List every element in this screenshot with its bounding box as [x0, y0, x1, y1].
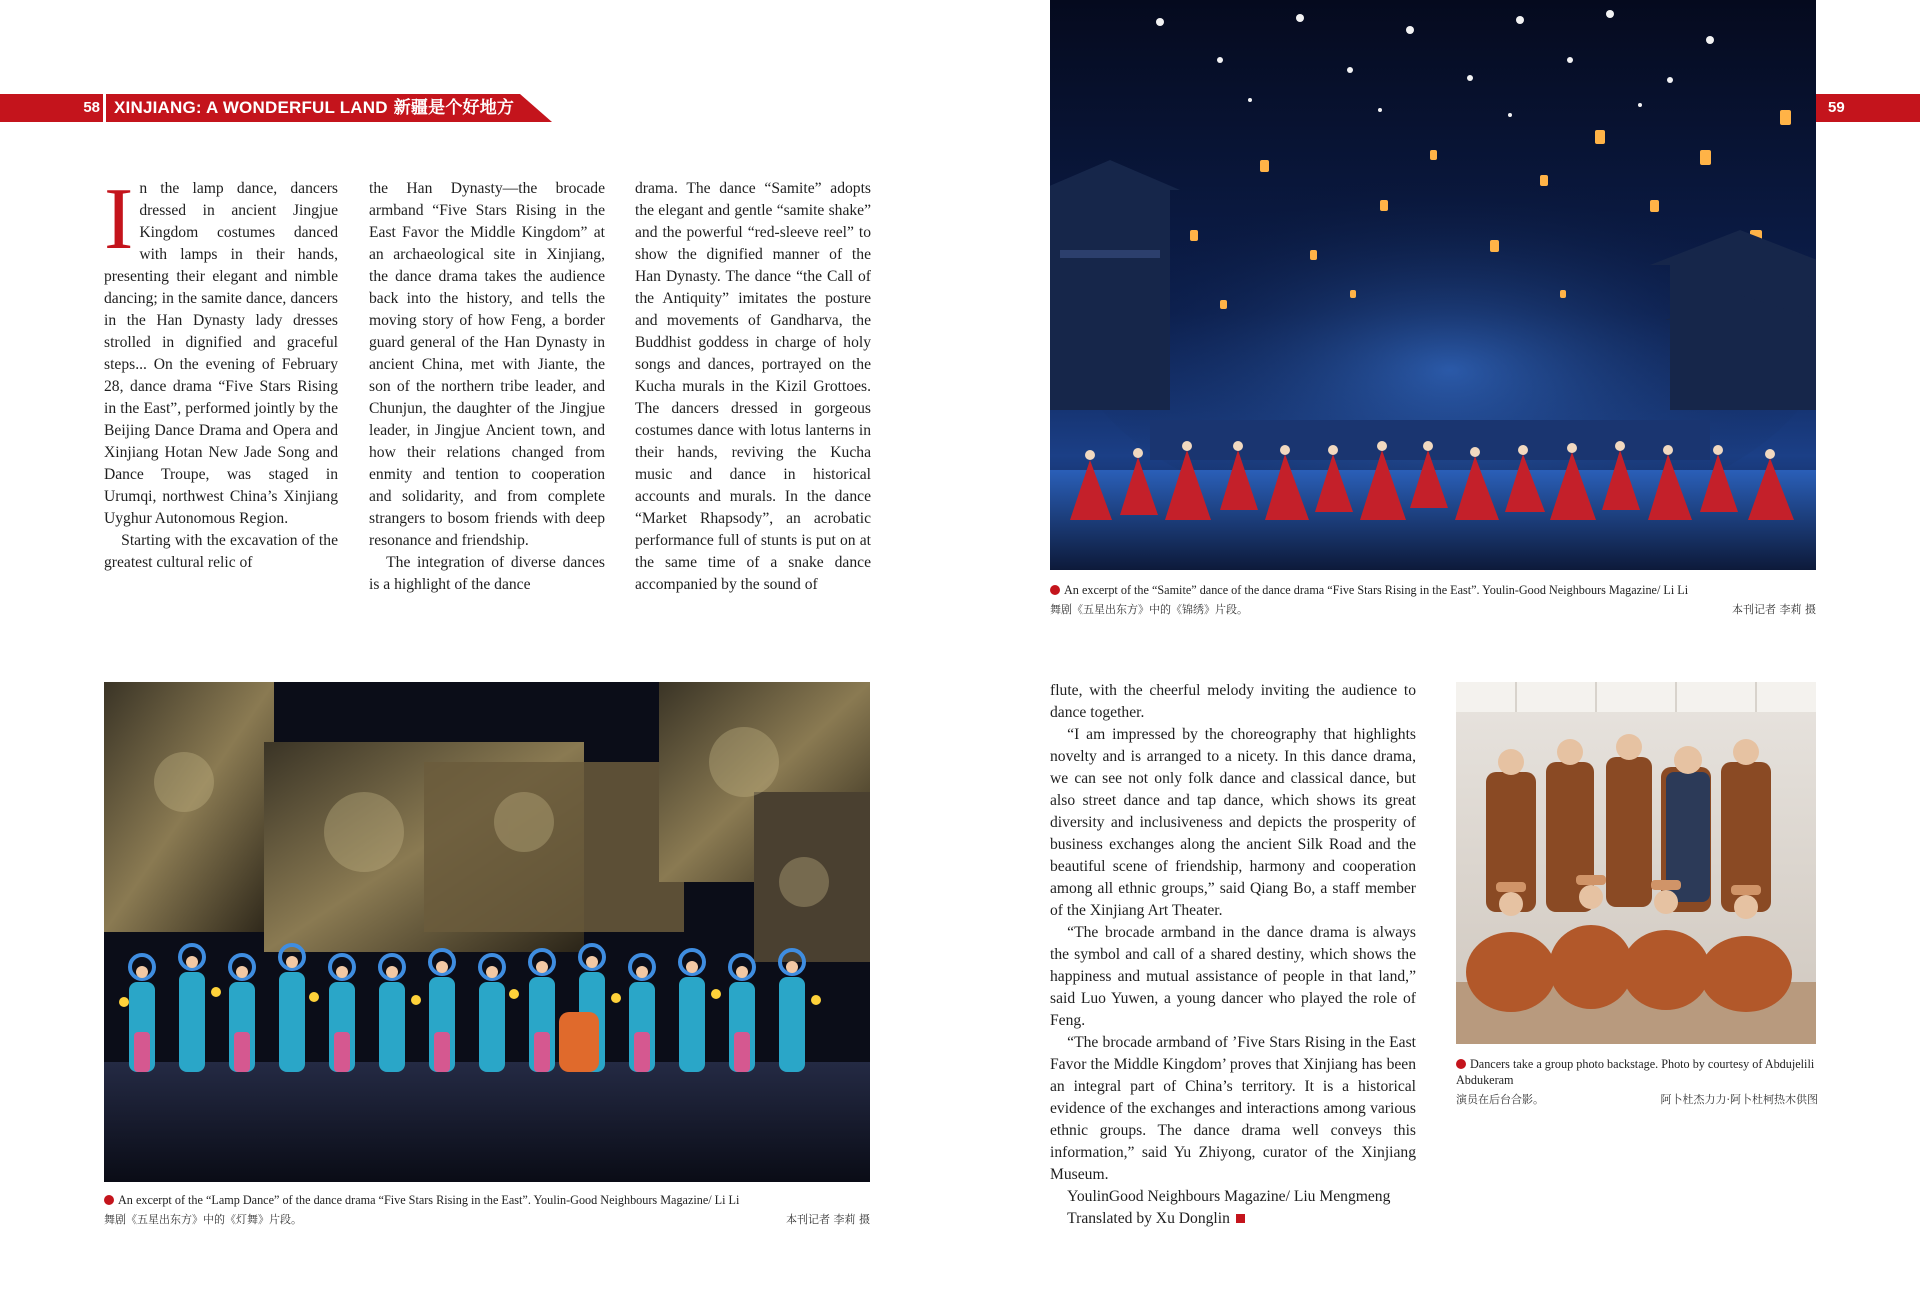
end-mark	[1236, 1214, 1245, 1223]
section-title-cn: 新疆是个好地方	[393, 98, 515, 118]
section-title	[114, 94, 514, 122]
section-title-en: XINJIANG: A WONDERFUL LAND	[114, 98, 388, 117]
caption-marker-icon	[104, 1195, 114, 1205]
caption-cn-text: 舞剧《五星出东方》中的《锦绣》片段。	[1050, 603, 1248, 616]
photo-lamp-dance	[104, 682, 870, 1182]
paragraph: “The brocade armband in the dance drama is always the symbol and call of a shared destiny, which shows the happiness and mutual assistance of people in that land,” said Luo Yuwen, a young dancer who played the role of Feng.	[1050, 924, 1416, 1029]
caption-cn-text: 演员在后台合影。	[1456, 1093, 1544, 1106]
paragraph: Starting with the excavation of the greatest cultural relic of	[104, 532, 338, 571]
photo-backstage-group	[1456, 682, 1816, 1044]
article-column-2	[369, 178, 605, 618]
photo-credit-cn: 本刊记者 李莉 摄	[786, 1213, 870, 1226]
paragraph: n the lamp dance, dancers dressed in ancient Jingjue Kingdom costumes danced with lamps in their hands, presenting their elegant and nimble dancing; in the samite dance, dancers in the Han Dynasty lady dresses strolled in dignified and graceful steps... On the evening of February 28, dance drama “Five Stars Rising in the East”, performed jointly by the Beijing Dance Drama and Opera and Xinjiang Hotan New Jade Song and Dance Troupe, was staged in Urumqi, northwest China’s Xinjiang Uyghur Autonomous Region.	[104, 180, 338, 527]
photo-samite-dance	[1050, 0, 1816, 570]
caption-samite-cn	[1050, 602, 1816, 618]
page-number-right: 59	[1816, 94, 1920, 122]
caption-marker-icon	[1456, 1059, 1466, 1069]
credit-translator: Translated by Xu Donglin	[1050, 1208, 1416, 1230]
paragraph: flute, with the cheerful melody inviting the audience to dance together.	[1050, 682, 1416, 721]
article-column-3	[635, 178, 871, 618]
page-number-left: 58	[83, 99, 100, 116]
caption-samite: An excerpt of the “Samite” dance of the dance drama “Five Stars Rising in the East”. Youlin-Good Neighbours Magazine/ Li Li	[1050, 582, 1816, 598]
paragraph: The integration of diverse dances is a highlight of the dance	[369, 554, 605, 593]
paragraph: “I am impressed by the choreography that highlights novelty and is arranged to a nicety. In this dance drama, we can see not only folk dance and classical dance, but also street dance and tap dance, which shows its great diversity and inclusiveness and depicts the prosperity of business exchanges along the ancient Silk Road and the beautiful scene of friendship, harmony and cooperation among all ethnic groups,” said Qiang Bo, a staff member of the Xinjiang Art Theater.	[1050, 726, 1416, 919]
caption-cn-text: 舞剧《五星出东方》中的《灯舞》片段。	[104, 1213, 302, 1226]
paragraph: drama. The dance “Samite” adopts the elegant and gentle “samite shake” and the powerful “red-sleeve reel” to show the dignified manner of the Han Dynasty. The dance “the Call of the Antiquity” imitates the posture and movements of Gandharva, the Buddhist goddess in charge of holy songs and dances, portrayed on the Kucha murals in the Kizil Grottoes. The dancers dressed in gorgeous costumes dance with lotus lanterns in their hands, reviving the Kucha music and dance in historical accounts and murals. In the dance “Market Rhapsody”, an acrobatic performance full of stunts is put on at the same time of a snake dance accompanied by the sound of	[635, 180, 871, 593]
paragraph: “The brocade armband of ’Five Stars Rising in the East Favor the Middle Kingdom’ proves that Xinjiang has been an integral part of China’s territory. It is a historical evidence of the exchanges and interactions among various ethnic groups. The dance drama well conveys this information,” said Yu Zhiyong, curator of the Xinjiang Museum.	[1050, 1034, 1416, 1183]
caption-backstage: Dancers take a group photo backstage. Photo by courtesy of Abdujelili Abdukeram	[1456, 1057, 1815, 1087]
header-divider	[103, 94, 106, 122]
caption-lamp-dance-cn	[104, 1212, 870, 1228]
photo-credit-cn: 阿卜杜杰力力·阿卜杜柯热木供图	[1660, 1093, 1818, 1106]
caption-lamp-dance: An excerpt of the “Lamp Dance” of the dance drama “Five Stars Rising in the East”. Youlin-Good Neighbours Magazine/ Li Li	[104, 1192, 870, 1208]
credit-author: YoulinGood Neighbours Magazine/ Liu Mengmeng	[1067, 1188, 1391, 1205]
photo-credit-cn: 本刊记者 李莉 摄	[1732, 603, 1816, 616]
paragraph: the Han Dynasty—the brocade armband “Five Stars Rising in the East Favor the Middle Kingdom” at an archaeological site in Xinjiang, the dance drama takes the audience back into the history, and tells the moving story of how Feng, a border guard general of the Han Dynasty in ancient China, met with Jiante, the son of the northern tribe leader, and Chunjun, the daughter of the Jingjue leader, in Jingjue Ancient town, and how their relations changed from enmity and tention to cooperation and solidarity, and from complete strangers to bosom friends with deep resonance and friendship.	[369, 180, 605, 549]
caption-backstage-cn	[1456, 1092, 1818, 1108]
article-column-4	[1050, 680, 1416, 1240]
caption-marker-icon	[1050, 585, 1060, 595]
drop-cap: I	[104, 178, 134, 268]
article-column-1	[104, 178, 338, 618]
